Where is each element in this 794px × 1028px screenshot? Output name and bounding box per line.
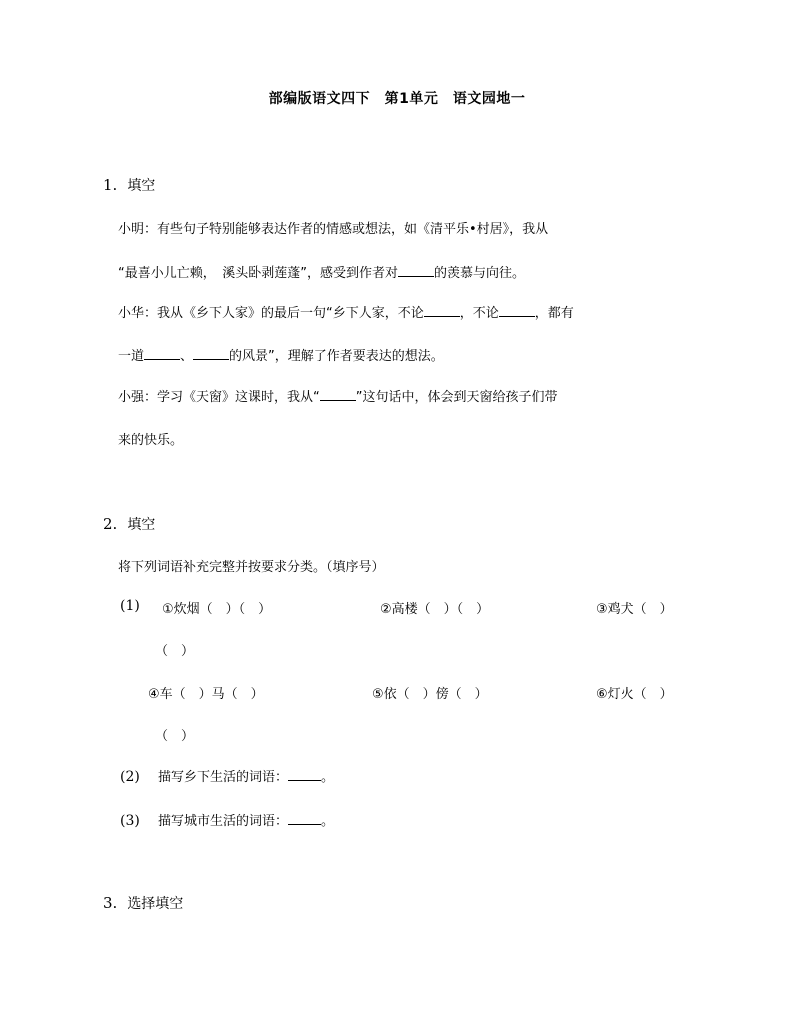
question-number: 3.: [103, 894, 118, 912]
q2-item-2: ②高楼（ ）（ ）: [380, 602, 490, 617]
fill-blank[interactable]: [144, 347, 180, 360]
fill-blank[interactable]: [499, 304, 535, 317]
q2-item-4: ④车（ ）马（ ）: [148, 687, 264, 702]
q2-item-3-cont: （ ）: [155, 644, 195, 659]
fill-blank[interactable]: [424, 304, 460, 317]
fill-blank[interactable]: [288, 768, 321, 781]
q1-line-2: “最喜小儿亡赖， 溪头卧剥莲蓬”，感受到作者对 的羡慕与向往。: [118, 266, 525, 281]
question-title: 填空: [127, 178, 156, 194]
q2-part-1-number: (1): [120, 598, 140, 614]
q2-item-3: ③鸡犬（ ）: [596, 602, 673, 617]
q2-part-2: (2) 描写乡下生活的词语： 。: [120, 769, 335, 785]
page-title: 部编版语文四下 第1单元 语文园地一: [268, 91, 526, 107]
q1-line-1: 小明：有些句子特别能够表达作者的情感或想法，如《清平乐•村居》，我从: [118, 222, 549, 237]
q2-part-3: (3) 描写城市生活的词语： 。: [120, 813, 335, 829]
fill-blank[interactable]: [193, 347, 229, 360]
q2-item-6: ⑥灯火（ ）: [596, 687, 673, 702]
question-1-heading: [103, 175, 155, 195]
q1-line-3: 小华：我从《乡下人家》的最后一句“乡下人家，不论 ，不论 ，都有: [118, 306, 574, 321]
question-number: 1.: [103, 176, 118, 194]
q1-line-6: 来的快乐。: [118, 433, 184, 448]
question-number: 2.: [103, 515, 118, 533]
q1-line-4: 一道 、 的风景”，理解了作者要表达的想法。: [118, 349, 444, 364]
q2-instruction: 将下列词语补充完整并按要求分类。（填序号）: [118, 560, 385, 575]
question-3-heading: [103, 893, 183, 913]
q2-item-6-cont: （ ）: [155, 729, 195, 744]
q1-line-5: 小强：学习《天窗》这课时，我从“ ”这句话中，体会到天窗给孩子们带: [118, 390, 558, 405]
question-title: 填空: [127, 517, 156, 533]
q2-item-5: ⑤依（ ）傍（ ）: [372, 687, 488, 702]
question-title: 选择填空: [127, 896, 184, 912]
fill-blank[interactable]: [288, 812, 321, 825]
fill-blank[interactable]: [320, 388, 356, 401]
q2-item-1: ①炊烟（ ）（ ）: [162, 602, 272, 617]
fill-blank[interactable]: [398, 264, 434, 277]
question-2-heading: [103, 514, 155, 534]
